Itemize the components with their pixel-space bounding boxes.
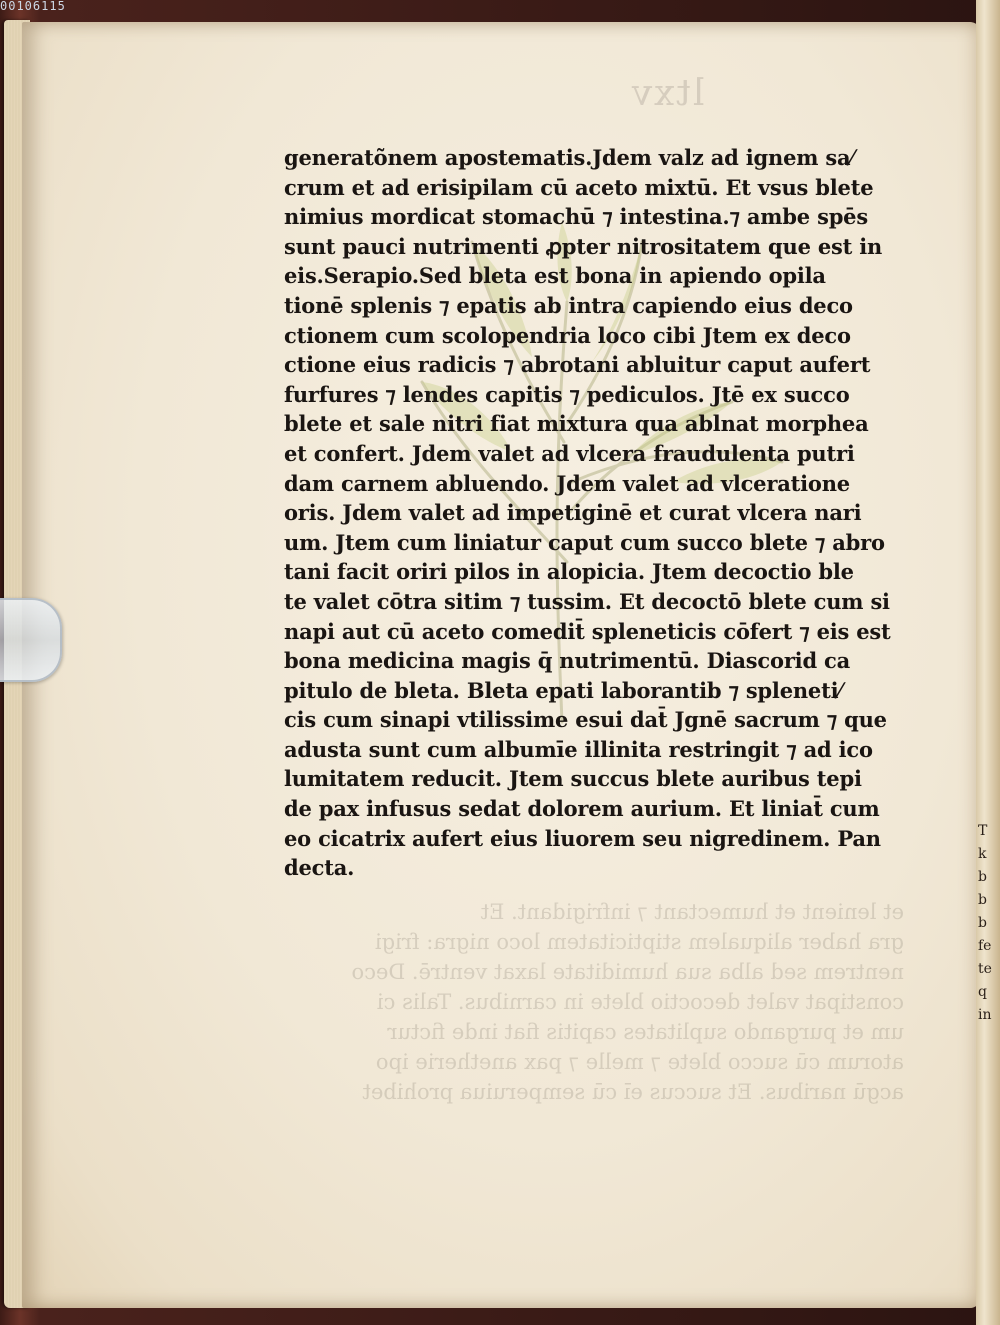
folio-number-bleedthrough: ltxv <box>629 73 705 114</box>
text-line: sunt pauci nutrimenti ꝓpter nitrositatem que est in <box>284 233 883 259</box>
edge-fragment: te <box>978 961 992 977</box>
bleed-line: et lenient et humectant ⁊ infrigidant. Et <box>480 900 904 924</box>
text-line: napi aut cū aceto comedit̄ spleneticis cōfert ⁊ eis est <box>284 618 891 644</box>
bleed-line: acgū naribus. Et succus eī cū semperuiua prohibet <box>362 1080 904 1104</box>
bleed-line: constipat valet decoctio blete in carnibus. Talis ci <box>376 990 904 1014</box>
facing-page-text-fragments <box>978 820 998 1027</box>
text-line: eis.Serapio.Sed bleta est bona in apiendo opila <box>284 263 826 289</box>
bleed-line: nentrem sed alba sua humiditate laxat ventrē. Deco <box>351 960 904 984</box>
book-page <box>22 22 980 1308</box>
text-line: tionē splenis ⁊ epatis ab intra capiendo eius deco <box>284 292 853 318</box>
text-line: pitulo de bleta. Bleta epati laborantib ⁊ spleneti⁄ <box>284 677 842 703</box>
text-line: bona medicina magis q̄ nutrimentū. Diascorid ca <box>284 648 851 674</box>
main-text-block <box>284 143 904 883</box>
text-line: te valet cōtra sitim ⁊ tussim. Et decoctō blete cum si <box>284 588 890 614</box>
text-line: decta. <box>284 855 355 881</box>
text-line: de pax infusus sedat dolorem aurium. Et liniat̄ cum <box>284 796 880 822</box>
image-id-label: 00106115 <box>0 0 66 13</box>
text-line: um. Jtem cum liniatur caput cum succo blete ⁊ abro <box>284 529 885 555</box>
text-line: eo cicatrix aufert eius liuorem seu nigredinem. Pan <box>284 825 881 851</box>
edge-fragment: b <box>978 869 987 885</box>
page-holder-clip <box>0 598 62 682</box>
text-line: oris. Jdem valet ad impetiginē et curat vlcera nari <box>284 500 862 526</box>
text-line: nimius mordicat stomachū ⁊ intestina.⁊ ambe spēs <box>284 204 868 230</box>
bleed-line: atorum cū succo blete ⁊ melle ⁊ pax anetherie ipo <box>375 1050 904 1074</box>
edge-fragment: T <box>978 823 988 839</box>
edge-fragment: in <box>978 1007 992 1023</box>
bleed-line: um et purgando suplitates capitis fiat inde fictur <box>387 1020 904 1044</box>
text-line: lumitatem reducit. Jtem succus blete auribus tepi <box>284 766 862 792</box>
edge-fragment: fe <box>978 938 992 954</box>
text-line: ctione eius radicis ⁊ abrotani abluitur caput aufert <box>284 352 871 378</box>
edge-fragment: b <box>978 915 987 931</box>
text-line: tani facit oriri pilos in alopicia. Jtem decoctio ble <box>284 559 854 585</box>
bleed-through-text <box>284 897 904 1107</box>
text-line: adusta sunt cum albumīe illinita restringit ⁊ ad ico <box>284 736 873 762</box>
edge-fragment: b <box>978 892 987 908</box>
text-line: generatõnem apostematis.Jdem valz ad ignem sa⁄ <box>284 145 854 170</box>
edge-fragment: q <box>978 984 987 1000</box>
text-line: et confert. Jdem valet ad vlcera fraudulenta putri <box>284 440 855 466</box>
text-line: crum et ad erisipilam cū aceto mixtū. Et vsus blete <box>284 174 874 200</box>
facing-page-edge <box>976 0 1000 1325</box>
text-line: cis cum sinapi vtilissime esui dat̄ Jgnē sacrum ⁊ que <box>284 707 887 733</box>
text-line: ctionem cum scolopendria loco cibi Jtem ex deco <box>284 322 851 348</box>
text-line: dam carnem abluendo. Jdem valet ad vlceratione <box>284 470 850 496</box>
text-line: furfures ⁊ lendes capitis ⁊ pediculos. Jtē ex succo <box>284 381 850 407</box>
text-line: blete et sale nitri fiat mixtura qua ablnat morphea <box>284 411 869 437</box>
edge-fragment: k <box>978 846 987 862</box>
bleed-line: gra haber aliqualem stipticitatem loco nigra: frigi <box>374 930 904 954</box>
